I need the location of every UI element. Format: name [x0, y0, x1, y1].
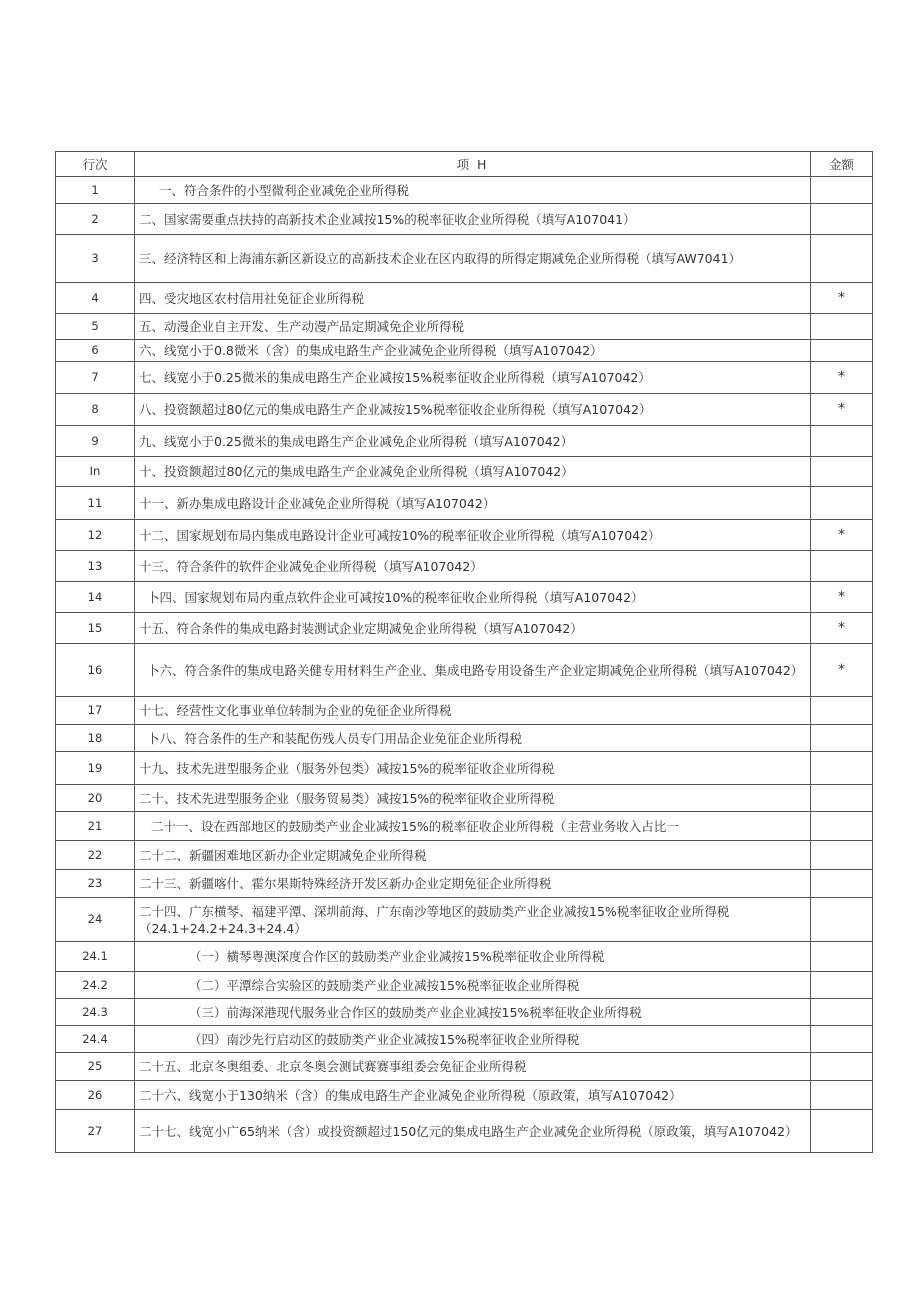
row-amount[interactable]: [811, 1026, 873, 1053]
row-item: （一）横琴粤澳深度合作区的鼓励类产业企业减按15%税率征收企业所得税: [135, 942, 811, 972]
row-item: 十七、经营性文化事业单位转制为企业的免征企业所得税: [135, 697, 811, 725]
row-number: 9: [56, 426, 135, 457]
row-item: 十九、技术先进型服务企业（服务外包类）减按15%的税率征收企业所得税: [135, 752, 811, 785]
row-number: 25: [56, 1053, 135, 1081]
table-row: [56, 362, 873, 394]
row-amount[interactable]: [811, 235, 873, 283]
row-item: 二十七、线宽小广65纳米（含）或投资额超过150亿元的集成电路生产企业减免企业所得税（原政策，填写A107042）: [135, 1110, 811, 1153]
row-amount[interactable]: [811, 898, 873, 942]
table-row: [56, 972, 873, 999]
table-row: [56, 613, 873, 644]
row-item: 十三、符合条件的软件企业减免企业所得税（填写A107042）: [135, 551, 811, 582]
row-number: 17: [56, 697, 135, 725]
row-number: 18: [56, 725, 135, 752]
table-row: [56, 785, 873, 812]
row-number: 20: [56, 785, 135, 812]
table-row: [56, 283, 873, 314]
row-item: 二十六、线宽小于130纳米（含）的集成电路生产企业减免企业所得税（原政策，填写A107042）: [135, 1081, 811, 1110]
row-amount[interactable]: *: [811, 520, 873, 551]
row-amount[interactable]: *: [811, 613, 873, 644]
row-amount[interactable]: [811, 177, 873, 204]
row-item: 二十五、北京冬奥组委、北京冬奥会测试赛赛事组委会免征企业所得税: [135, 1053, 811, 1081]
row-item: 二十三、新疆喀什、霍尔果斯特殊经济开发区新办企业定期免征企业所得税: [135, 870, 811, 898]
row-item: 十、投资额超过80亿元的集成电路生产企业减免企业所得税（填写A107042）: [135, 457, 811, 487]
row-number: 11: [56, 487, 135, 520]
row-number: 5: [56, 314, 135, 340]
table-row: [56, 999, 873, 1026]
row-amount[interactable]: [811, 785, 873, 812]
row-item: 十二、国家规划布局内集成电路设计企业可减按10%的税率征收企业所得税（填写A107042）: [135, 520, 811, 551]
table-row: [56, 942, 873, 972]
row-amount[interactable]: *: [811, 362, 873, 394]
row-number: 4: [56, 283, 135, 314]
row-number: 7: [56, 362, 135, 394]
row-amount[interactable]: *: [811, 394, 873, 426]
row-item: 卜八、符合条件的生产和装配伤残人员专门用品企业免征企业所得税: [135, 725, 811, 752]
row-number: 24.4: [56, 1026, 135, 1053]
row-number: 6: [56, 340, 135, 362]
row-number: 2: [56, 204, 135, 235]
table-row: [56, 812, 873, 841]
row-amount[interactable]: [811, 841, 873, 870]
table-row: [56, 1026, 873, 1053]
table-row: [56, 204, 873, 235]
row-number: 26: [56, 1081, 135, 1110]
table-row: [56, 1110, 873, 1153]
header-row-no: 行次: [56, 152, 135, 177]
row-amount[interactable]: [811, 972, 873, 999]
row-amount[interactable]: [811, 1053, 873, 1081]
row-item: 二十、技术先进型服务企业（服务贸易类）减按15%的税率征收企业所得税: [135, 785, 811, 812]
row-number: 24.1: [56, 942, 135, 972]
row-item: 六、线宽小于0.8微米（含）的集成电路生产企业减免企业所得税（填写A107042）: [135, 340, 811, 362]
table-row: [56, 697, 873, 725]
table-row: [56, 644, 873, 697]
row-amount[interactable]: [811, 204, 873, 235]
row-amount[interactable]: [811, 457, 873, 487]
row-item: 二十一、设在西部地区的鼓励类产业企业减按15%的税率征收企业所得税（主营业务收入占比一: [135, 812, 811, 841]
row-amount[interactable]: [811, 487, 873, 520]
row-amount[interactable]: *: [811, 283, 873, 314]
row-number: 8: [56, 394, 135, 426]
header-amount: 金额: [811, 152, 873, 177]
row-item: 二、国家需要重点扶持的高新技术企业减按15%的税率征收企业所得税（填写A107041）: [135, 204, 811, 235]
row-item: （二）平潭综合实验区的鼓励类产业企业减按15%税率征收企业所得税: [135, 972, 811, 999]
table-row: [56, 870, 873, 898]
row-amount[interactable]: *: [811, 582, 873, 613]
row-item: 四、受灾地区农村信用社免征企业所得税: [135, 283, 811, 314]
row-number: 24.2: [56, 972, 135, 999]
row-number: 16: [56, 644, 135, 697]
table-row: [56, 582, 873, 613]
row-amount[interactable]: [811, 942, 873, 972]
row-amount[interactable]: [811, 870, 873, 898]
row-amount[interactable]: [811, 812, 873, 841]
row-amount[interactable]: [811, 340, 873, 362]
table-row: [56, 1053, 873, 1081]
row-number: 24.3: [56, 999, 135, 1026]
row-item: 一、符合条件的小型微利企业减免企业所得税: [135, 177, 811, 204]
tax-relief-table: [55, 151, 873, 1153]
row-amount[interactable]: [811, 1081, 873, 1110]
row-amount[interactable]: [811, 697, 873, 725]
table-row: [56, 520, 873, 551]
table-row: [56, 898, 873, 942]
row-item: 十五、符合条件的集成电路封装测试企业定期减免企业所得税（填写A107042）: [135, 613, 811, 644]
table-row: [56, 487, 873, 520]
row-number: 22: [56, 841, 135, 870]
row-item: 卜六、符合条件的集成电路关健专用材料生产企业、集成电路专用设备生产企业定期减免企业所得税（填写A107042）: [135, 644, 811, 697]
row-amount[interactable]: [811, 1110, 873, 1153]
row-item: （四）南沙先行启动区的鼓励类产业企业减按15%税率征收企业所得税: [135, 1026, 811, 1053]
header-item: 项 H: [135, 152, 811, 177]
table-row: [56, 426, 873, 457]
row-number: 14: [56, 582, 135, 613]
row-number: 3: [56, 235, 135, 283]
row-number: 12: [56, 520, 135, 551]
row-item: 三、经济特区和上海浦东新区新设立的高新技术企业在区内取得的所得定期减免企业所得税（填写AW7041）: [135, 235, 811, 283]
row-item: 五、动漫企业自主开发、生产动漫产品定期减免企业所得税: [135, 314, 811, 340]
table-row: [56, 725, 873, 752]
table-row: [56, 1081, 873, 1110]
row-number: 27: [56, 1110, 135, 1153]
row-number: 23: [56, 870, 135, 898]
row-number: 21: [56, 812, 135, 841]
table-row: [56, 394, 873, 426]
row-amount[interactable]: [811, 999, 873, 1026]
table-row: [56, 457, 873, 487]
row-amount[interactable]: *: [811, 644, 873, 697]
table-row: [56, 340, 873, 362]
row-item: 十一、新办集成电路设计企业减免企业所得税（填写A107042）: [135, 487, 811, 520]
row-amount[interactable]: [811, 752, 873, 785]
row-number: 24: [56, 898, 135, 942]
row-item: 二十二、新疆困难地区新办企业定期减免企业所得税: [135, 841, 811, 870]
row-number: 15: [56, 613, 135, 644]
row-item: 卜四、国家规划布局内重点软件企业可减按10%的税率征收企业所得税（填写A107042）: [135, 582, 811, 613]
table-row: [56, 841, 873, 870]
row-item: （三）前海深港现代服务业合作区的鼓励类产业企业减按15%税率征收企业所得税: [135, 999, 811, 1026]
row-number: In: [56, 457, 135, 487]
row-number: 19: [56, 752, 135, 785]
header-row: [56, 152, 873, 177]
row-amount[interactable]: [811, 426, 873, 457]
row-item: 八、投资额超过80亿元的集成电路生产企业减按15%税率征收企业所得税（填写A107042）: [135, 394, 811, 426]
table-row: [56, 177, 873, 204]
row-number: 1: [56, 177, 135, 204]
row-number: 13: [56, 551, 135, 582]
table-row: [56, 235, 873, 283]
table-row: [56, 551, 873, 582]
row-amount[interactable]: [811, 551, 873, 582]
row-amount[interactable]: [811, 314, 873, 340]
row-item: 七、线宽小于0.25微米的集成电路生产企业减按15%税率征收企业所得税（填写A107042）: [135, 362, 811, 394]
row-item: 二十四、广东横琴、福建平潭、深圳前海、广东南沙等地区的鼓励类产业企业减按15%税率征收企业所得税（24.1+24.2+24.3+24.4）: [135, 898, 811, 942]
row-amount[interactable]: [811, 725, 873, 752]
table-row: [56, 314, 873, 340]
row-item: 九、线宽小于0.25微米的集成电路生产企业减免企业所得税（填写A107042）: [135, 426, 811, 457]
table-row: [56, 752, 873, 785]
